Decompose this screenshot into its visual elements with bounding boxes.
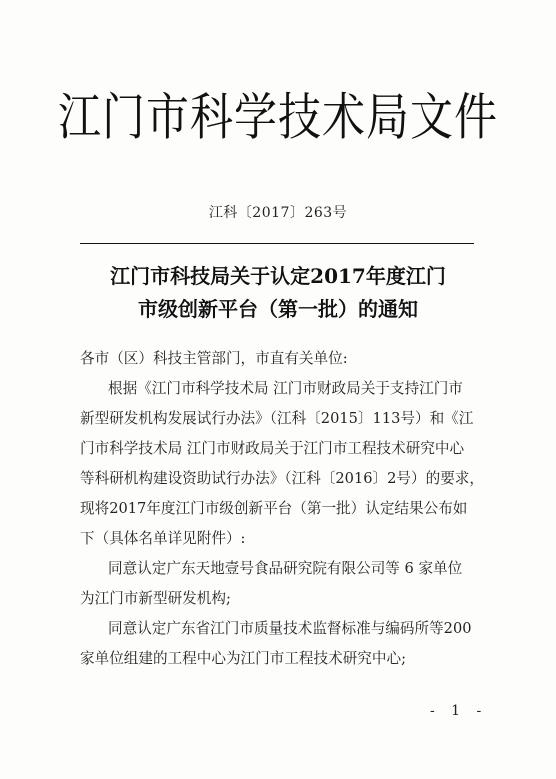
body-line-8: 为江门市新型研发机构;	[80, 590, 231, 607]
body-line-1: 根据《江门市科学技术局 江门市财政局关于支持江门市	[108, 380, 463, 397]
body-line-5: 现将2017年度江门市级创新平台（第一批）认定结果公布如	[80, 500, 468, 517]
issuer-header: 江门市科学技术局文件	[58, 88, 498, 148]
notice-title-line-1: 江门市科技局关于认定2017年度江门	[110, 264, 446, 288]
body-line-9: 同意认定广东省江门市质量技术监督标准与编码所等200	[108, 620, 472, 637]
notice-title-line-2: 市级创新平台（第一批）的通知	[138, 297, 418, 321]
body-line-10: 家单位组建的工程中心为江门市工程技术研究中心;	[80, 650, 406, 667]
body-line-3: 门市科学技术局 江门市财政局关于江门市工程技术研究中心	[80, 440, 465, 457]
page-number: - 1 -	[430, 703, 488, 719]
body-line-2: 新型研发机构发展试行办法》（江科〔2015〕113号）和《江	[80, 410, 474, 427]
body-line-4: 等科研机构建设资助试行办法》（江科〔2016〕2号）的要求，	[80, 470, 484, 487]
salutation: 各市（区）科技主管部门，市直有关单位:	[80, 350, 348, 367]
document-number: 江科〔2017〕263号	[208, 205, 348, 221]
header-divider	[80, 243, 474, 244]
body-line-6: 下（具体名单详见附件）:	[80, 530, 246, 547]
body-line-7: 同意认定广东天地壹号食品研究院有限公司等 6 家单位	[108, 560, 463, 577]
